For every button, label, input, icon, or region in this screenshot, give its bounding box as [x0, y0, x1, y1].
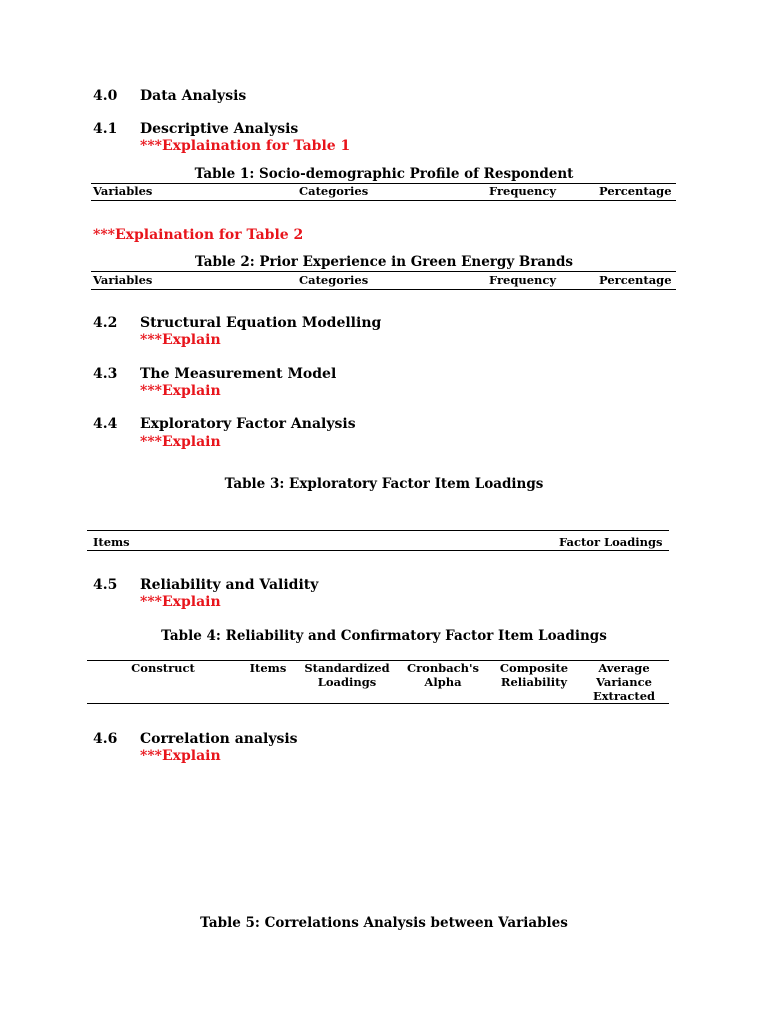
section-title: Structural Equation Modelling [140, 315, 382, 331]
table-header-cell: Factor Loadings [559, 535, 663, 549]
table-header-cell: Frequency [489, 184, 557, 198]
explanation-note: ***Explain [140, 383, 221, 399]
table-header-cell: Items [93, 535, 130, 549]
table-caption: Table 3: Exploratory Factor Item Loadings [224, 476, 544, 492]
explanation-note: ***Explaination for Table 2 [93, 227, 304, 243]
table-rule [91, 183, 676, 184]
table-rule [87, 550, 669, 551]
table-header-cell: Categories [299, 273, 369, 287]
table-rule [91, 271, 676, 272]
table-rule [91, 200, 676, 201]
section-number: 4.1 [93, 121, 118, 137]
section-title: Correlation analysis [140, 731, 298, 747]
table-header-cell: Frequency [489, 273, 557, 287]
section-number: 4.6 [93, 731, 118, 747]
explanation-note: ***Explain [140, 748, 221, 764]
table-header-cell: Cronbach's Alpha [406, 661, 480, 689]
explanation-note: ***Explaination for Table 1 [140, 138, 351, 154]
section-number: 4.5 [93, 577, 118, 593]
table-caption: Table 5: Correlations Analysis between Variables [200, 915, 568, 931]
section-number: 4.0 [93, 88, 118, 104]
section-number: 4.3 [93, 366, 118, 382]
section-title: Exploratory Factor Analysis [140, 416, 356, 432]
table-header-cell: Standardized Loadings [304, 661, 390, 689]
table-header-cell: Categories [299, 184, 369, 198]
section-title: Data Analysis [140, 88, 247, 104]
table-caption: Table 4: Reliability and Confirmatory Factor Item Loadings [161, 628, 607, 644]
table-header-cell: Average Variance Extracted [592, 661, 656, 703]
section-title: Descriptive Analysis [140, 121, 299, 137]
explanation-note: ***Explain [140, 594, 221, 610]
explanation-note: ***Explain [140, 434, 221, 450]
table-header-cell: Items [249, 661, 287, 675]
section-number: 4.2 [93, 315, 118, 331]
table-caption: Table 2: Prior Experience in Green Energy Brands [194, 254, 574, 270]
section-title: The Measurement Model [140, 366, 337, 382]
table-header-cell: Variables [93, 184, 153, 198]
table-caption: Table 1: Socio-demographic Profile of Respondent [194, 166, 574, 182]
table-header-cell: Percentage [599, 184, 672, 198]
table-rule [87, 530, 669, 531]
table-header-cell: Composite Reliability [499, 661, 569, 689]
section-title: Reliability and Validity [140, 577, 319, 593]
table-rule [87, 703, 669, 704]
table-rule [91, 289, 676, 290]
table-header-cell: Construct [131, 661, 195, 675]
table-header-cell: Variables [93, 273, 153, 287]
section-number: 4.4 [93, 416, 118, 432]
explanation-note: ***Explain [140, 332, 221, 348]
table-header-cell: Percentage [599, 273, 672, 287]
